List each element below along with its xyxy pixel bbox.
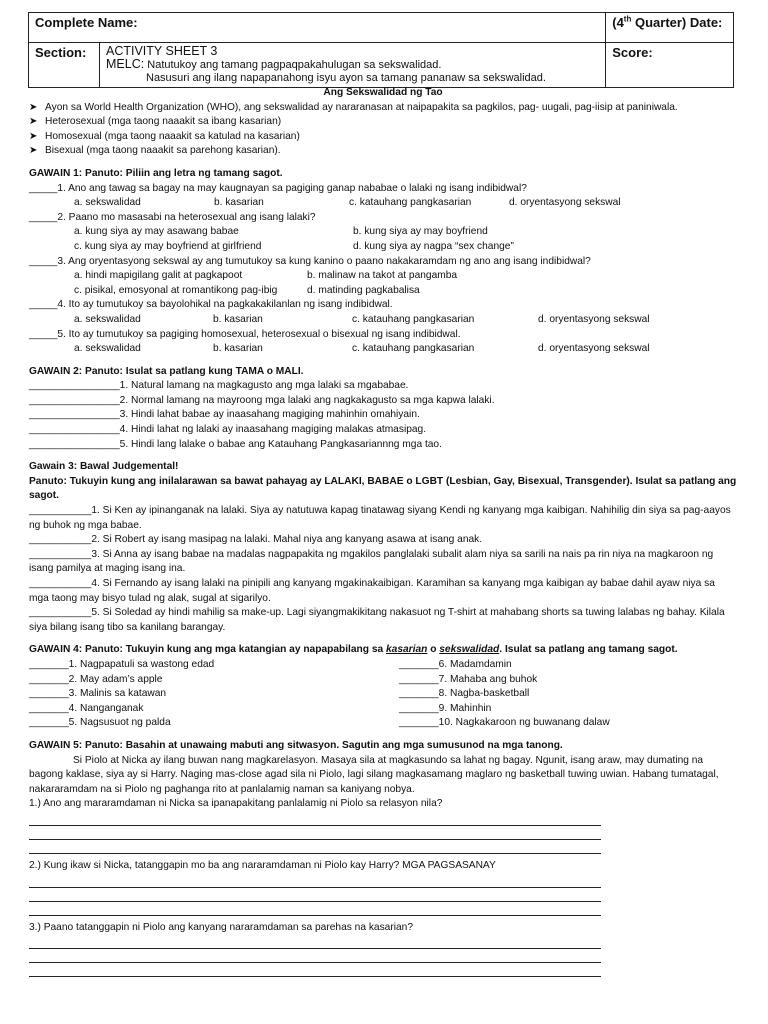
answer-line[interactable] — [29, 874, 601, 888]
answer-line[interactable] — [29, 812, 601, 826]
bullet-item: ➤ Heterosexual (mga taong naaakit sa ibang kasarian) — [29, 115, 737, 130]
gawain-2-item: ________________4. Hindi lahat ng lalaki ay inaasahang magiging malakas atmasipag. — [29, 424, 427, 436]
gawain-4-item: _______1. Nagpapatuli sa wastong edad — [29, 658, 215, 670]
answer-line[interactable] — [29, 935, 601, 949]
name-label: Complete Name: — [35, 15, 138, 30]
gawain-3-item: ___________5. Si Soledad ay hindi mahilig sa make-up. Lagi siyangmakikitang nakasuot ng T-shirt at mahabang shorts sa tuwing lalabas ng bahay. Kilala siya bilang isang tibo sa kanilang barangay. — [29, 607, 725, 633]
date-cell — [606, 13, 734, 43]
gawain-2-item: ________________1. Natural lamang na magkagusto ang mga lalaki sa mgababae. — [29, 380, 409, 392]
answer-line[interactable] — [29, 888, 601, 902]
activity-title: ACTIVITY SHEET 3 — [106, 44, 218, 58]
bullet-item: ➤ Homosexual (mga taong naaakit sa katulad na kasarian) — [29, 130, 737, 145]
gawain-1-item: _____4. Ito ay tumutukoy sa bayolohikal na pagkakakilanlan ng isang indibidwal. a. sekswalidad b. kasarian c. katauhang pangkasarian d. oryentasyong sekswal — [29, 299, 650, 325]
arrow-icon: ➤ — [29, 145, 38, 157]
score-cell — [606, 43, 734, 88]
date-label: (4th Quarter) Date: — [612, 15, 723, 31]
gawain-5-passage: Si Piolo at Nicka ay ilang buwan nang magkarelasyon. Masaya sila at magkasundo sa lahat ng bagay. Ngunit, isang araw, may dumating na bagong kaklase, siya ay si Harry. Naging mas-close agad sila ni Piolo, lagi silang magkasamang maglaro ng basketball tuwing uwian. Habang tumatagal, nakararamdam na si Piolo ng paghanga rito at panlalamig naman sa kaniyang nobya. — [29, 754, 719, 795]
gawain-3-instructions: Panuto: Tukuyin kung ang inilalarawan sa bawat pahayag ay LALAKI, BABAE o LGBT (Lesbian, Gay, Bisexual, Transgender). Isulat sa patlang ang sagot. — [29, 475, 737, 502]
arrow-icon: ➤ — [29, 101, 38, 113]
gawain-4-item: _______6. Madamdamin — [399, 658, 512, 670]
gawain-2-item: ________________3. Hindi lahat babae ay inaasahang magiging mahinhin omahiyain. — [29, 409, 420, 421]
worksheet-body — [29, 86, 737, 977]
gawain-4-item: _______2. May adam’s apple — [29, 673, 163, 685]
melc-block — [106, 58, 599, 72]
score-label: Score: — [612, 45, 653, 60]
gawain-2-heading: GAWAIN 2: Panuto: Isulat sa patlang kung TAMA o MALI. — [29, 365, 304, 377]
gawain-3-item: ___________1. Si Ken ay ipinanganak na lalaki. Siya ay natutuwa kapag tinatawag siyang Kendi ng kanyang mga kaibigan. Nahihilig din siya sa pag-aayos ng buhok ng mga babae. — [29, 505, 731, 531]
bullet-item: ➤ Ayon sa World Health Organization (WHO), ang sekswalidad ay nararanasan at naipapakita sa pagkilos, pag- uugali, pag-iisip at paniniwala. — [29, 101, 737, 116]
gawain-3-item: ___________3. Si Anna ay isang babae na madalas nagpapakita ng mgakilos panglalaki subalit alam niya sa sarili na nais pa rin niya na magkaroon ng isang pamilya at maging isang ina. — [29, 548, 714, 575]
gawain-1-item: _____1. Ano ang tawag sa bagay na may kaugnayan sa pagiging ganap nababae o lalaki ng isang indibidwal? a. sekswalidad b. kasarian c. katauhang pangkasarian d. oryentasyong sekswal — [29, 182, 621, 209]
gawain-4-heading: GAWAIN 4: Panuto: Tukuyin kung ang mga katangian ay napapabilang sa kasarian o sekswalidad. Isulat sa patlang ang tamang sagot. — [29, 644, 678, 656]
answer-line[interactable] — [29, 963, 601, 977]
gawain-3-heading: Gawain 3: Bawal Judgemental! — [29, 461, 179, 473]
gawain-3-item: ___________2. Si Robert ay isang masipag na lalaki. Mahal niya ang kanyang asawa at isang anak. — [29, 534, 483, 546]
melc-1: Natutukoy ang tamang pagpaqpakahulugan sa sekswalidad. — [147, 59, 442, 71]
gawain-4-item: _______9. Mahinhin — [399, 702, 492, 714]
intro-bullets — [29, 101, 737, 159]
name-cell — [29, 13, 606, 43]
gawain-4-item: _______5. Nagsusuot ng palda — [29, 717, 171, 729]
gawain-3-item: ___________4. Si Fernando ay isang lalaki na pinipili ang kanyang mgakinakaibigan. Karamihan sa kanyang mga kaibigan ay babae dahil ayaw niya sa mga taong may bisyo tulad ng alak, sugal at sigarilyo. — [29, 578, 715, 604]
answer-line[interactable] — [29, 826, 601, 840]
arrow-icon: ➤ — [29, 116, 38, 128]
gawain-1-item: _____2. Paano mo masasabi na heterosexual ang isang lalaki? a. kung siya ay may asawang babae b. kung siya ay may boyfriend c. kung siya ay may boyfriend at girlfriend d. kung siya ay nagpa “sex change” — [29, 211, 514, 252]
answer-line[interactable] — [29, 840, 601, 854]
section-cell — [29, 43, 100, 88]
gawain-1-heading: GAWAIN 1: Panuto: Piliin ang letra ng tamang sagot. — [29, 167, 283, 179]
gawain-4-right — [399, 658, 610, 731]
gawain-2-item: ________________2. Normal lamang na mayroong mga lalaki ang nagkakagusto sa mga kapwa lalaki. — [29, 394, 495, 406]
gawain-1-item: _____3. Ang oryentasyong sekswal ay ang tumutukoy sa kung kanino o paano nakakaramdam ng ano ang isang indibidwal? a. hindi mapigilang galit at pagkapoot b. malinaw na takot at pangamba c. pisikal, emosyonal at romantikong pag-ibig d. matinding pagkabalisa — [29, 255, 591, 296]
gawain-4-item: _______3. Malinis sa katawan — [29, 688, 167, 700]
question-3: 3.) Paano tatanggapin ni Piolo ang kanyang nararamdaman sa parehas na kasarian? — [29, 921, 413, 933]
activity-cell — [100, 43, 606, 88]
bullet-item: ➤ Bisexual (mga taong naaakit sa parehong kasarian). — [29, 144, 737, 159]
gawain-1-item: _____5. Ito ay tumutukoy sa pagiging homosexual, heterosexual o bisexual ng isang indibidwal. a. sekswalidad b. kasarian c. katauhang pangkasarian d. oryentasyong sekswal — [29, 328, 650, 355]
gawain-4-item: _______7. Mahaba ang buhok — [399, 673, 538, 685]
gawain-4-columns — [29, 658, 737, 731]
gawain-5-heading: GAWAIN 5: Panuto: Basahin at unawaing mabuti ang sitwasyon. Sagutin ang mga sumusunod na mga tanong. — [29, 739, 563, 751]
gawain-4-item: _______8. Nagba-basketball — [399, 688, 530, 700]
section-label: Section: — [35, 45, 87, 60]
answer-line[interactable] — [29, 902, 601, 916]
question-2: 2.) Kung ikaw si Nicka, tatanggapin mo ba ang nararamdaman ni Piolo kay Harry? MGA PAGSASANAY — [29, 859, 496, 871]
melc-label: MELC: — [106, 57, 145, 71]
gawain-2-item: ________________5. Hindi lang lalake o babae ang Katauhang Pangkasariannng mga tao. — [29, 438, 442, 450]
question-1: 1.) Ano ang mararamdaman ni Nicka sa ipanapakitang panlalamig ni Piolo sa relasyon nila? — [29, 798, 443, 810]
arrow-icon: ➤ — [29, 130, 38, 142]
answer-line[interactable] — [29, 949, 601, 963]
gawain-4-item: _______10. Nagkakaroon ng buwanang dalaw — [399, 717, 610, 729]
gawain-4-item: _______4. Nanganganak — [29, 702, 144, 714]
melc-2: Nasusuri ang ilang napapanahong isyu ayon sa tamang pananaw sa sekswalidad. — [146, 72, 546, 84]
gawain-4-left — [29, 658, 399, 731]
section-title: Ang Sekswalidad ng Tao — [323, 87, 443, 98]
header-table — [28, 12, 734, 88]
